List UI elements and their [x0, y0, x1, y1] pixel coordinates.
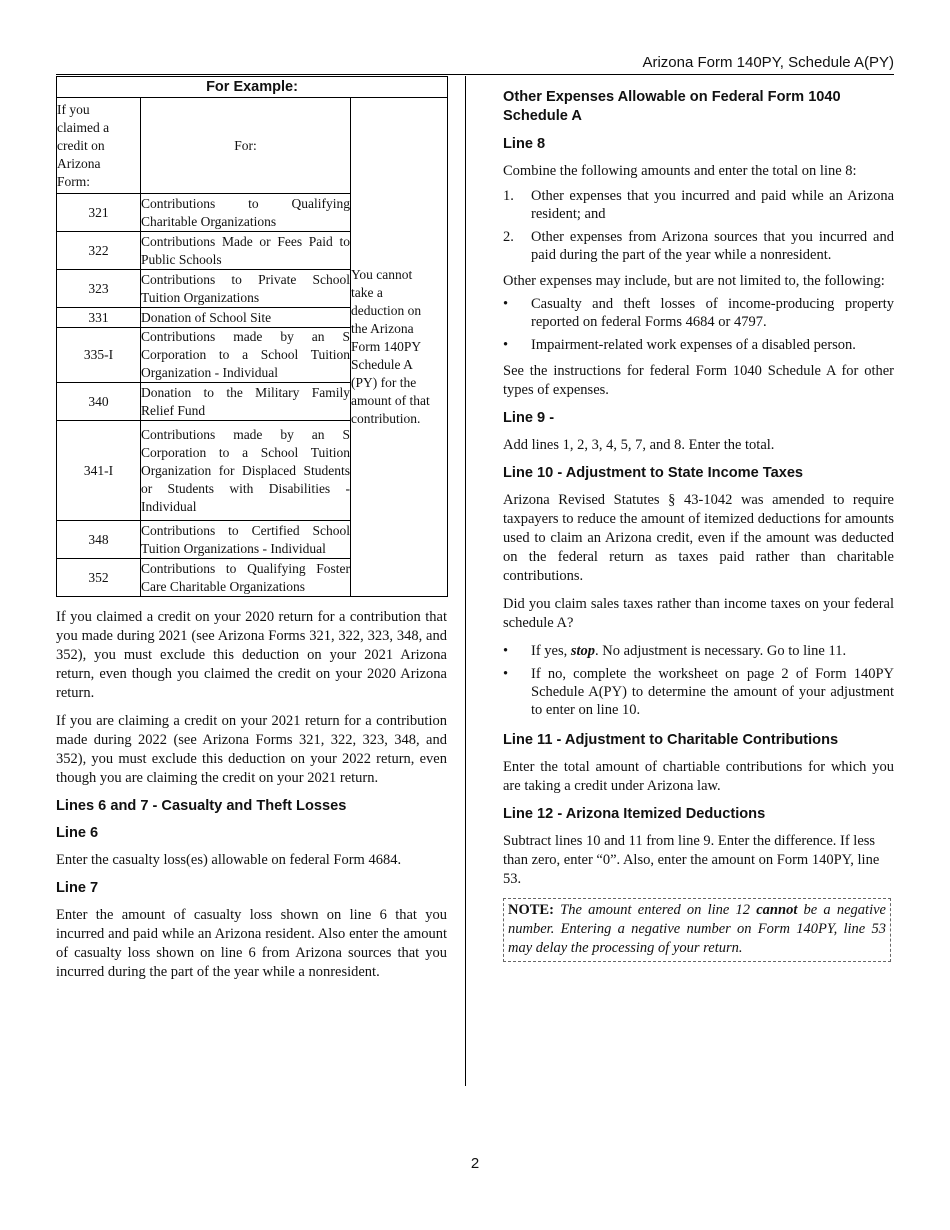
bullet-icon: • [503, 666, 509, 682]
paragraph-2021-credit: If you are claiming a credit on your 2021 return for a contribution made during 2022 (see Arizona Forms 321, 322, 323, 348, and 352), you must exclude this deduction on your 2022 return, even though you are claiming the credit on your 2021 return. [56, 713, 447, 786]
note-line: deduction on [351, 303, 422, 318]
note-line: the Arizona [351, 321, 414, 336]
list-item-text: Casualty and theft losses of income-producing property reported on federal Forms 4684 or 4797. [531, 296, 894, 330]
note-text-pre: The amount entered on line 12 [560, 902, 757, 918]
list-marker: 1. [503, 188, 514, 204]
paragraph-line-7: Enter the amount of casualty loss shown on line 6 that you incurred and paid while an Arizona resident. Also enter the amount of casualty loss shown on line 6 from Arizona sources that you incurred during the part of the year while a nonresident. [56, 907, 447, 980]
heading-other-expenses: Other Expenses Allowable on Federal Form 1040 Schedule A [503, 89, 841, 124]
bullet-icon: • [503, 643, 509, 659]
heading-line-9: Line 9 - [503, 410, 555, 426]
paragraph-line-12: Subtract lines 10 and 11 from line 9. Enter the difference. If less than zero, enter “0”. Also, enter the amount on Form 140PY, line 53. [503, 833, 880, 887]
list-item [503, 336, 894, 354]
note-line: take a [351, 285, 383, 300]
line-8-list [503, 187, 894, 264]
example-table [56, 76, 448, 597]
list-item [503, 228, 894, 264]
table-form-description: Contributions Made or Fees Paid to Public Schools [141, 232, 351, 270]
note-line: amount of that [351, 393, 430, 408]
list-item [503, 642, 894, 660]
heading-line-10: Line 10 - Adjustment to State Income Taxes [503, 465, 804, 481]
intro-line: Arizona [57, 155, 101, 171]
yes-text-pre: If yes, [531, 643, 571, 659]
sales-tax-bullets [503, 642, 894, 719]
bullet-icon: • [503, 296, 509, 312]
other-expenses-bullets [503, 295, 894, 354]
heading-line-11: Line 11 - Adjustment to Charitable Contributions [503, 732, 839, 748]
page-number: 2 [470, 1155, 480, 1172]
paragraph-line-10: Arizona Revised Statutes § 43-1042 was amended to require taxpayers to reduce the amount of itemized deductions for amounts used to claim an Arizona credit, even if the amount was deducted on the federal return as taxes paid rather than charitable contributions. [503, 492, 894, 584]
table-form-number: 348 [57, 521, 141, 559]
table-form-description: Contributions to Qualifying Charitable Organizations [141, 194, 351, 232]
heading-line-6: Line 6 [56, 825, 99, 841]
paragraph-other-may: Other expenses may include, but are not limited to, the following: [503, 273, 885, 289]
intro-line: credit on [57, 137, 105, 153]
paragraph-line-11: Enter the total amount of chartiable contributions for which you are taking a credit under Arizona law. [503, 759, 894, 794]
list-item [503, 295, 894, 331]
table-form-description: Contributions to Private School Tuition Organizations [141, 270, 351, 308]
header-rule [56, 74, 894, 75]
table-form-number: 340 [57, 383, 141, 421]
table-form-number: 321 [57, 194, 141, 232]
note-line: You cannot [351, 267, 413, 282]
no-text: If no, complete the worksheet on page 2 of Form 140PY Schedule A(PY) to determine the amount of your adjustment to enter on line 10. [531, 666, 894, 718]
example-table-for-header: For: [141, 98, 351, 194]
paragraph-line-9: Add lines 1, 2, 3, 4, 5, 7, and 8. Enter the total. [503, 437, 775, 453]
yes-text-post: . No adjustment is necessary. Go to line 11. [595, 643, 847, 659]
table-form-number: 331 [57, 308, 141, 328]
paragraph-see-instructions: See the instructions for federal Form 1040 Schedule A for other types of expenses. [503, 363, 894, 398]
paragraph-2020-credit: If you claimed a credit on your 2020 return for a contribution that you made during 2021 (see Arizona Forms 321, 322, 323, 348, and 352), you must exclude this deduction on your 2021 Arizona return, even though you claimed the credit on your 2020 Arizona return. [56, 609, 447, 701]
intro-line: Form: [57, 173, 91, 189]
note-line: (PY) for the [351, 375, 417, 390]
note-line: Schedule A [351, 357, 413, 372]
intro-line: claimed a [57, 119, 110, 135]
left-column [56, 76, 447, 991]
list-item [503, 187, 894, 223]
example-table-intro-cell [57, 98, 141, 194]
table-form-number: 352 [57, 559, 141, 597]
table-form-number: 322 [57, 232, 141, 270]
table-form-description: Donation of School Site [141, 308, 351, 328]
column-divider [465, 76, 466, 1086]
list-item [503, 665, 894, 719]
heading-line-8: Line 8 [503, 136, 546, 152]
table-form-description: Contributions to Certified School Tuition Organizations - Individual [141, 521, 351, 559]
table-form-number: 341-I [57, 421, 141, 521]
table-form-number: 335-I [57, 328, 141, 383]
list-item-text: Other expenses that you incurred and paid while an Arizona resident; and [531, 188, 894, 222]
list-item-text: Other expenses from Arizona sources that you incurred and paid during the part of the year while a nonresident. [531, 229, 894, 263]
table-form-description: Contributions to Qualifying Foster Care Charitable Organizations [141, 559, 351, 597]
heading-line-7: Line 7 [56, 880, 99, 896]
note-box [503, 898, 891, 962]
paragraph-line-6: Enter the casualty loss(es) allowable on federal Form 4684. [56, 852, 402, 868]
table-form-description: Contributions made by an S Corporation to a School Tuition Organization - Individual [141, 328, 351, 383]
list-marker: 2. [503, 229, 514, 245]
yes-text-stop: stop [570, 643, 596, 659]
example-table-note-cell [351, 98, 448, 597]
example-table-title: For Example: [57, 77, 448, 98]
bullet-icon: • [503, 337, 509, 353]
table-form-number: 323 [57, 270, 141, 308]
table-form-description: Contributions made by an S Corporation to a School Tuition Organization for Displaced Students or Students with Disabilities - Individual [141, 421, 351, 521]
note-line: Form 140PY [351, 339, 422, 354]
heading-line-12: Line 12 - Arizona Itemized Deductions [503, 806, 766, 822]
right-column [503, 76, 894, 962]
intro-line: If you [57, 101, 90, 117]
note-text-post: be a negative number. Entering a negative number on Form 140PY, line 53 may delay the processing of your return. [508, 902, 886, 956]
note-line: contribution. [351, 411, 421, 426]
table-form-description: Donation to the Military Family Relief Fund [141, 383, 351, 421]
note-text-bold: cannot [756, 902, 798, 918]
paragraph-sales-tax-question: Did you claim sales taxes rather than income taxes on your federal schedule A? [503, 596, 894, 631]
paragraph-line-8: Combine the following amounts and enter the total on line 8: [503, 163, 857, 179]
page-header-title: Arizona Form 140PY, Schedule A(PY) [642, 54, 894, 71]
heading-casualty-theft: Lines 6 and 7 - Casualty and Theft Losses [56, 798, 347, 814]
note-label: NOTE: [508, 902, 554, 918]
list-item-text: Impairment-related work expenses of a disabled person. [531, 337, 856, 353]
